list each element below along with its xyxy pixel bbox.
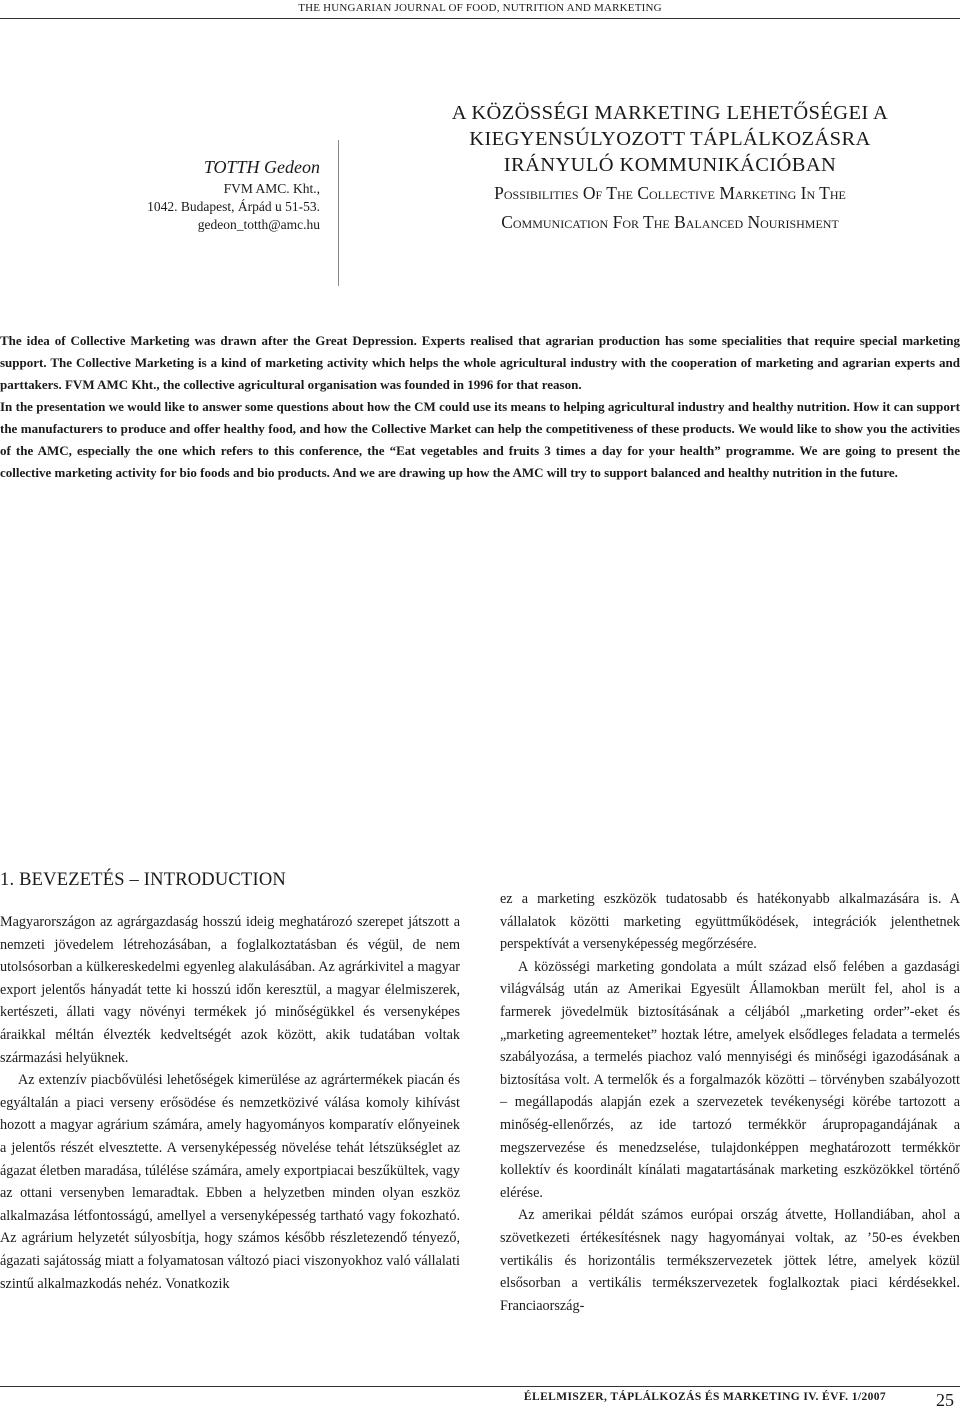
- abstract-paragraph: In the presentation we would like to answer some questions about how the CM could use its means to helping agricultural industry and healthy nutrition. How it can support the manufacturers to produce and offer healthy food, and how the Collective Market can help the competitiveness of these products. We would like to show you the activities of the AMC, especially the one which refers to this conference, the “Eat vegetables and fruits 3 times a day for your health” programme. We are going to present the collective marketing activity for bio foods and bio products. And we are drawing up how the AMC will try to support balanced and healthy nutrition in the future.: [0, 399, 960, 480]
- body-paragraph: Az extenzív piacbővülési lehetőségek kimerülése az agrártermékek piacán és egyáltalán a piaci verseny erősödése és nemzetközivé válása komoly kihívást hozott a magyar agrárium számára, amely hagyományos komparatív előnyeinek a jelentős részét elvesztette. A versenyképesség növelése tehát létszükséglet az ágazat életben maradása, túlélése számára, amely exportpiacai beszűkültek, vagy az ottani versenyben lemaradtak. Ebben a helyzetben minden olyan eszköz alkalmazása létfontosságú, amellyel a versenyképesség tartható vagy fokozható. Az agrárium helyzetét súlyosbítja, hogy számos később részletezendő tényező, ágazati sajátosság miatt a folyamatosan változó piaci viszonyokhoz való vállalati szintű alkalmazkodás nehéz. Vonatkozik: [0, 1072, 460, 1292]
- body-paragraph: ez a marketing eszközök tudatosabb és hatékonyabb alkalmazására is. A vállalatok közötti marketing együttműködések, integrációk jelenthetnek perspektívát a versenyképesség megőrzésére.: [500, 891, 960, 953]
- page-number: 25: [936, 1390, 954, 1410]
- right-column: [500, 888, 960, 1317]
- footer-journal-title: ÉLELMISZER, TÁPLÁLKOZÁS ÉS MARKETING IV. ÉVF. 1/2007: [523, 1391, 887, 1403]
- section-heading: 1. BEVEZETÉS – INTRODUCTION: [0, 870, 286, 890]
- running-head: THE HUNGARIAN JOURNAL OF FOOD, NUTRITION AND MARKETING: [298, 2, 662, 14]
- author-email: gedeon_totth@amc.hu: [197, 217, 320, 232]
- title-english-line-2: Communication For The Balanced Nourishment: [501, 212, 839, 232]
- title-hungarian-line-2: KIEGYENSÚLYOZOTT TÁPLÁLKOZÁSRA: [469, 128, 871, 150]
- title-divider: [338, 140, 339, 286]
- abstract: [0, 330, 960, 484]
- body-paragraph: Az amerikai példát számos európai ország átvette, Hollandiában, ahol a szövetkezeti értékesítésnek nagy hagyományai voltak, az ’50-es években vertikális és horizontális termékszervezetek jöttek létre, amelyek közül elsősorban a vertikális termékszervezetek foglalkoztak piaci kérdésekkel. Franciaország-: [500, 1207, 960, 1314]
- body-paragraph: Magyarországon az agrárgazdaság hosszú ideig meghatározó szerepet játszott a nemzeti jövedelem létrehozásában, a foglalkoztatásban és végül, de nem utolsósorban a külkereskedelmi egyenleg alakulásában. Az agrárkivitel a magyar export jelentős hányadát tette ki hosszú időn keresztül, a magyar élelmiszerek, kertészeti, állati vagy növényi termékek jó minőségükkel és versenyképes áraikkal méltán élvezték kedveltségét azok között, akik tudatában voltak származási helyüknek.: [0, 914, 460, 1066]
- author-block: [90, 156, 320, 234]
- title-hungarian-line-3: IRÁNYULÓ KOMMUNIKÁCIÓBAN: [503, 154, 837, 176]
- title-hungarian-line-1: A KÖZÖSSÉGI MARKETING LEHETŐSÉGEI A: [451, 102, 889, 124]
- header-divider: [0, 18, 960, 19]
- title-english-line-1: Possibilities Of The Collective Marketing In The: [494, 183, 846, 203]
- left-column: [0, 911, 460, 1295]
- article-title: [380, 100, 960, 236]
- author-address: 1042. Budapest, Árpád u 51-53.: [147, 199, 320, 214]
- body-paragraph: A közösségi marketing gondolata a múlt század első felében a gazdasági világválság után az Amerikai Egyesült Államokban merült fel, ahol is a farmerek jövedelmük biztosításának a céljából „marketing order”-eket és „marketing agreementeket” hoztak létre, amelyek elsődleges feladata a termelés szabályozása, a termelés piachoz való mennyiségi és minőségi igazodásának a biztosítása volt. A termelők és a forgalmazók közötti – törvényben szabályozott – megállapodás alapján ezek a szervezetek tevékenységi körébe tartozott a minőség-ellenőrzés, az ide tartozó termékkör árupropagandájának a megszervezése és menedzselése, tulajdonképpen meghatározott termékkör kollektív és koordinált kínálati magatartásának marketing eszközökkel történő elérése.: [500, 958, 960, 1201]
- author-affiliation: FVM AMC. Kht.,: [223, 181, 320, 196]
- author-name: TOTTH Gedeon: [203, 157, 320, 177]
- footer-divider: [0, 1386, 960, 1387]
- abstract-paragraph: The idea of Collective Marketing was drawn after the Great Depression. Experts realised that agrarian production has some specialities that require special marketing support. The Collective Marketing is a kind of marketing activity which helps the whole agricultural industry with the cooperation of marketing and agrarian experts and parttakers. FVM AMC Kht., the collective agricultural organisation was founded in 1996 for that reason.: [0, 333, 960, 392]
